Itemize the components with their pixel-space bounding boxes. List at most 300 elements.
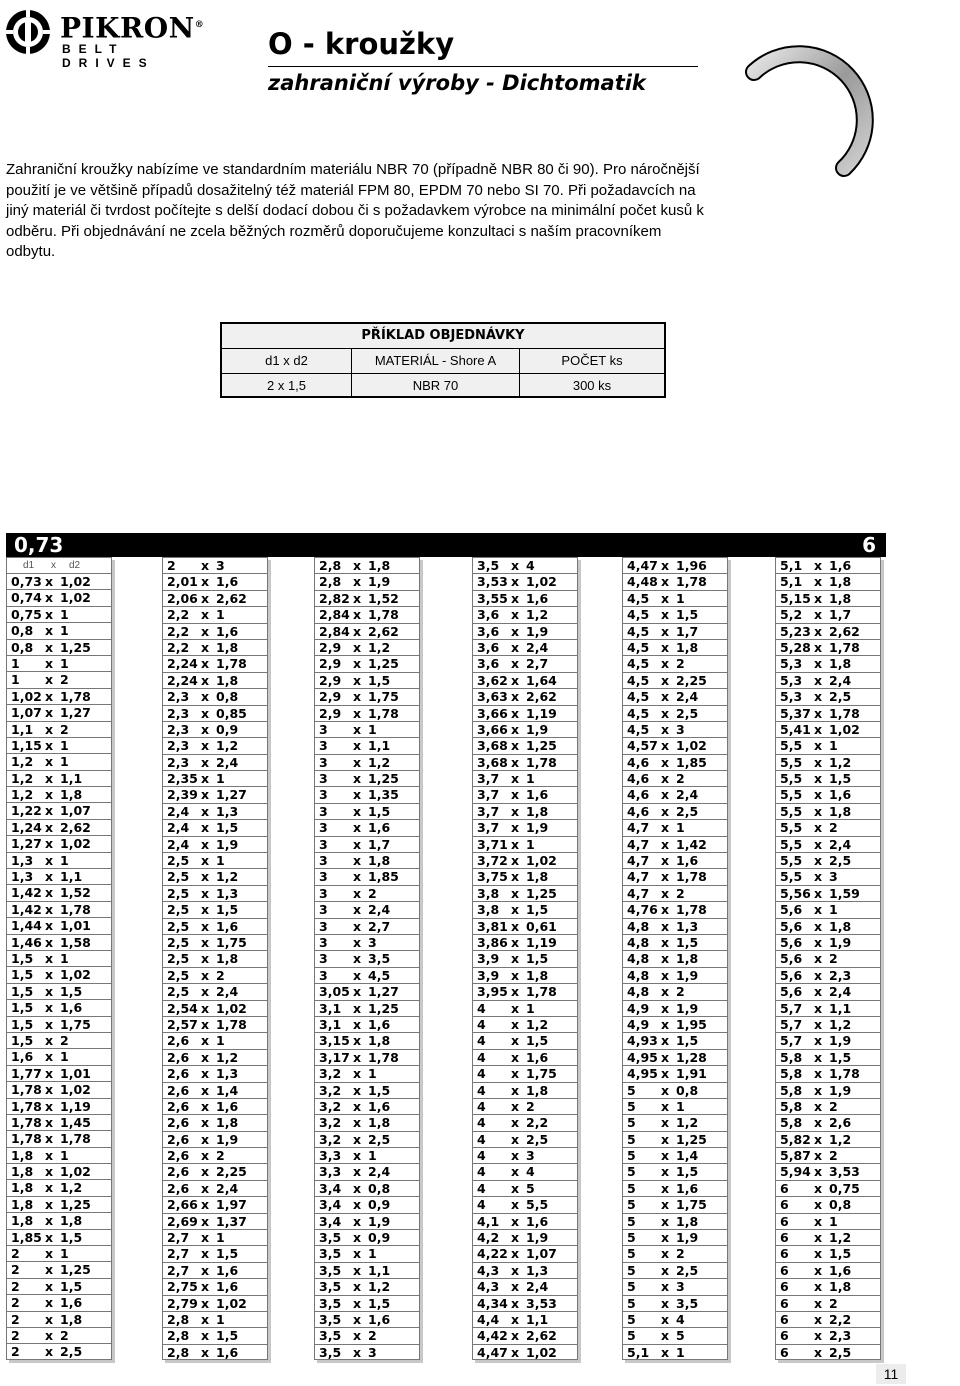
size-row xyxy=(473,1164,577,1180)
size-row xyxy=(623,673,727,689)
cross-section: 2 xyxy=(368,1328,377,1344)
size-row xyxy=(315,1099,419,1115)
size-row xyxy=(315,1230,419,1246)
cross-section: 1,9 xyxy=(676,1230,699,1246)
cross-section: 1,02 xyxy=(526,1344,557,1360)
size-row xyxy=(776,624,880,640)
inner-diameter: 2,2 xyxy=(167,607,190,623)
times-sign: x xyxy=(201,918,210,934)
cross-section: 1,42 xyxy=(676,836,707,852)
cross-section: 1,5 xyxy=(676,607,699,623)
size-row xyxy=(623,951,727,967)
inner-diameter: 1,2 xyxy=(11,770,34,786)
times-sign: x xyxy=(511,934,520,950)
inner-diameter: 3,95 xyxy=(477,984,508,1000)
size-row xyxy=(776,640,880,656)
cross-section: 1,02 xyxy=(60,1164,91,1180)
cross-section: 1 xyxy=(829,902,838,918)
inner-diameter: 2,84 xyxy=(319,607,350,623)
times-sign: x xyxy=(661,1164,670,1180)
cross-section: 1,25 xyxy=(60,1262,91,1278)
cross-section: 1,02 xyxy=(60,836,91,852)
cross-section: 1 xyxy=(60,737,69,753)
size-row xyxy=(315,984,419,1000)
cross-section: 1,8 xyxy=(526,803,549,819)
cross-section: 1,01 xyxy=(60,1065,91,1081)
times-sign: x xyxy=(201,1344,210,1360)
cross-section: 1,52 xyxy=(368,590,399,606)
inner-diameter: 5,3 xyxy=(780,689,803,705)
cross-section: 2,4 xyxy=(676,689,699,705)
size-row xyxy=(776,771,880,787)
size-row xyxy=(623,1345,727,1361)
inner-diameter: 5,3 xyxy=(780,672,803,688)
inner-diameter: 4,9 xyxy=(627,1000,650,1016)
size-row xyxy=(623,771,727,787)
times-sign: x xyxy=(45,1327,54,1343)
cross-section: 2 xyxy=(676,885,685,901)
size-row xyxy=(7,803,111,819)
cross-section: 3,53 xyxy=(829,1164,860,1180)
size-row xyxy=(7,754,111,770)
cross-section: 1,25 xyxy=(60,639,91,655)
inner-diameter: 1,78 xyxy=(11,1098,42,1114)
cross-section: 1,28 xyxy=(676,1049,707,1065)
times-sign: x xyxy=(814,639,823,655)
size-row xyxy=(315,591,419,607)
cross-section: 1,75 xyxy=(526,1066,557,1082)
size-row xyxy=(473,574,577,590)
size-row xyxy=(623,1279,727,1295)
times-sign: x xyxy=(201,558,210,573)
times-sign: x xyxy=(201,967,210,983)
inner-diameter: 5,7 xyxy=(780,1033,803,1049)
cross-section: 1,78 xyxy=(368,607,399,623)
cross-section: 1,27 xyxy=(60,705,91,721)
cross-section: 2,4 xyxy=(368,902,391,918)
times-sign: x xyxy=(661,1311,670,1327)
size-row xyxy=(473,591,577,607)
size-row xyxy=(7,1180,111,1196)
size-row xyxy=(315,1033,419,1049)
times-sign: x xyxy=(201,721,210,737)
times-sign: x xyxy=(814,590,823,606)
inner-diameter: 5,5 xyxy=(780,738,803,754)
size-row xyxy=(473,1214,577,1230)
inner-diameter: 5,8 xyxy=(780,1082,803,1098)
times-sign: x xyxy=(661,934,670,950)
size-row xyxy=(315,1263,419,1279)
page-number: 11 xyxy=(876,1364,906,1384)
times-sign: x xyxy=(511,1049,520,1065)
times-sign: x xyxy=(511,623,520,639)
size-row xyxy=(315,689,419,705)
size-row xyxy=(473,869,577,885)
column-header-d1: d1 xyxy=(23,560,35,571)
times-sign: x xyxy=(353,853,362,869)
inner-diameter: 3,2 xyxy=(319,1115,342,1131)
times-sign: x xyxy=(353,803,362,819)
cross-section: 1,8 xyxy=(676,639,699,655)
cross-section: 1,9 xyxy=(368,1213,391,1229)
inner-diameter: 3,68 xyxy=(477,738,508,754)
times-sign: x xyxy=(201,656,210,672)
inner-diameter: 4,3 xyxy=(477,1262,500,1278)
cross-section: 1,25 xyxy=(526,738,557,754)
cross-section: 1,1 xyxy=(526,1311,549,1327)
times-sign: x xyxy=(511,1098,520,1114)
cross-section: 1,2 xyxy=(368,1279,391,1295)
times-sign: x xyxy=(814,1311,823,1327)
inner-diameter: 4,8 xyxy=(627,984,650,1000)
inner-diameter: 2,6 xyxy=(167,1164,190,1180)
inner-diameter: 5,5 xyxy=(780,787,803,803)
size-row xyxy=(7,1262,111,1278)
cross-section: 1,5 xyxy=(368,1082,391,1098)
inner-diameter: 2 xyxy=(167,558,176,573)
cross-section: 2,62 xyxy=(526,1328,557,1344)
times-sign: x xyxy=(814,1033,823,1049)
times-sign: x xyxy=(661,1131,670,1147)
inner-diameter: 4 xyxy=(477,1115,486,1131)
times-sign: x xyxy=(201,1279,210,1295)
cross-section: 1,2 xyxy=(829,1131,852,1147)
times-sign: x xyxy=(353,1344,362,1360)
size-row xyxy=(623,624,727,640)
size-row xyxy=(163,820,267,836)
cross-section: 1 xyxy=(60,754,69,770)
size-row xyxy=(623,984,727,1000)
size-row xyxy=(776,1263,880,1279)
inner-diameter: 4,34 xyxy=(477,1295,508,1311)
inner-diameter: 4,5 xyxy=(627,672,650,688)
times-sign: x xyxy=(511,1279,520,1295)
size-row xyxy=(163,738,267,754)
cross-section: 1,5 xyxy=(368,803,391,819)
inner-diameter: 5,5 xyxy=(780,853,803,869)
size-row xyxy=(315,951,419,967)
size-row xyxy=(623,738,727,754)
times-sign: x xyxy=(814,689,823,705)
size-row xyxy=(623,820,727,836)
range-start: 0,73 xyxy=(14,533,64,557)
inner-diameter: 4 xyxy=(477,1180,486,1196)
cross-section: 1,8 xyxy=(216,1115,239,1131)
size-row xyxy=(473,624,577,640)
cross-section: 1,78 xyxy=(60,688,91,704)
inner-diameter: 1,42 xyxy=(11,901,42,917)
range-end: 6 xyxy=(862,533,876,557)
cross-section: 2,25 xyxy=(676,672,707,688)
inner-diameter: 3,5 xyxy=(319,1246,342,1262)
inner-diameter: 2,3 xyxy=(167,705,190,721)
o-ring-illustration-icon xyxy=(734,2,894,182)
cross-section: 2 xyxy=(829,1148,838,1164)
inner-diameter: 2,9 xyxy=(319,705,342,721)
inner-diameter: 4,42 xyxy=(477,1328,508,1344)
inner-diameter: 3,3 xyxy=(319,1148,342,1164)
cross-section: 1,1 xyxy=(368,1262,391,1278)
cross-section: 1,6 xyxy=(60,1000,83,1016)
times-sign: x xyxy=(661,639,670,655)
inner-diameter: 3,62 xyxy=(477,672,508,688)
size-row xyxy=(776,886,880,902)
size-row xyxy=(315,968,419,984)
inner-diameter: 3 xyxy=(319,934,328,950)
inner-diameter: 2,8 xyxy=(319,558,342,573)
cross-section: 1,6 xyxy=(216,574,239,590)
times-sign: x xyxy=(45,1295,54,1311)
inner-diameter: 4,9 xyxy=(627,1016,650,1032)
times-sign: x xyxy=(353,607,362,623)
times-sign: x xyxy=(814,607,823,623)
size-row xyxy=(163,591,267,607)
size-row xyxy=(7,656,111,672)
size-row xyxy=(315,1017,419,1033)
times-sign: x xyxy=(201,705,210,721)
cross-section: 1,75 xyxy=(216,934,247,950)
size-row xyxy=(776,755,880,771)
inner-diameter: 2,6 xyxy=(167,1082,190,1098)
times-sign: x xyxy=(511,590,520,606)
inner-diameter: 5 xyxy=(627,1148,636,1164)
cross-section: 1,5 xyxy=(829,771,852,787)
size-row xyxy=(7,853,111,869)
size-row xyxy=(315,935,419,951)
size-row xyxy=(473,1115,577,1131)
size-row xyxy=(623,591,727,607)
times-sign: x xyxy=(201,590,210,606)
cross-section: 2 xyxy=(829,1295,838,1311)
size-row xyxy=(776,1279,880,1295)
cross-section: 1,3 xyxy=(526,1262,549,1278)
cross-section: 1 xyxy=(60,1246,69,1262)
times-sign: x xyxy=(45,606,54,622)
cross-section: 4 xyxy=(526,558,535,573)
times-sign: x xyxy=(511,853,520,869)
size-row xyxy=(473,673,577,689)
size-row xyxy=(163,1066,267,1082)
inner-diameter: 5,15 xyxy=(780,590,811,606)
times-sign: x xyxy=(45,787,54,803)
times-sign: x xyxy=(45,1213,54,1229)
cross-section: 1,6 xyxy=(526,1213,549,1229)
size-row xyxy=(163,706,267,722)
cross-section: 1 xyxy=(60,1049,69,1065)
cross-section: 1,6 xyxy=(829,787,852,803)
times-sign: x xyxy=(353,1164,362,1180)
cross-section: 1,58 xyxy=(60,934,91,950)
inner-diameter: 2,8 xyxy=(167,1344,190,1360)
times-sign: x xyxy=(45,770,54,786)
times-sign: x xyxy=(201,771,210,787)
size-row xyxy=(163,902,267,918)
cross-section: 1,9 xyxy=(216,836,239,852)
times-sign: x xyxy=(511,574,520,590)
times-sign: x xyxy=(353,1213,362,1229)
cross-section: 1,9 xyxy=(829,1082,852,1098)
inner-diameter: 4,5 xyxy=(627,623,650,639)
size-row xyxy=(163,722,267,738)
size-row xyxy=(7,1000,111,1016)
cross-section: 1,8 xyxy=(526,1082,549,1098)
size-row xyxy=(163,984,267,1000)
inner-diameter: 5,6 xyxy=(780,902,803,918)
size-row xyxy=(315,1181,419,1197)
times-sign: x xyxy=(661,951,670,967)
inner-diameter: 3 xyxy=(319,771,328,787)
cross-section: 1,2 xyxy=(526,1016,549,1032)
inner-diameter: 5,3 xyxy=(780,656,803,672)
cross-section: 3 xyxy=(216,558,225,573)
times-sign: x xyxy=(45,901,54,917)
cross-section: 1,75 xyxy=(60,1016,91,1032)
inner-diameter: 2,06 xyxy=(167,590,198,606)
times-sign: x xyxy=(814,1295,823,1311)
inner-diameter: 5 xyxy=(627,1164,636,1180)
times-sign: x xyxy=(201,1246,210,1262)
times-sign: x xyxy=(353,1328,362,1344)
cross-section: 0,61 xyxy=(526,918,557,934)
times-sign: x xyxy=(45,983,54,999)
cross-section: 2,5 xyxy=(676,705,699,721)
times-sign: x xyxy=(511,1082,520,1098)
inner-diameter: 3,2 xyxy=(319,1082,342,1098)
size-column-3 xyxy=(314,557,420,1360)
size-row xyxy=(315,624,419,640)
column-header-x: x xyxy=(51,560,56,571)
size-row xyxy=(315,673,419,689)
cross-section: 1,25 xyxy=(368,771,399,787)
times-sign: x xyxy=(661,984,670,1000)
times-sign: x xyxy=(814,1082,823,1098)
cross-section: 1,27 xyxy=(216,787,247,803)
size-row xyxy=(776,869,880,885)
times-sign: x xyxy=(814,1131,823,1147)
inner-diameter: 2,57 xyxy=(167,1016,198,1032)
times-sign: x xyxy=(661,656,670,672)
times-sign: x xyxy=(511,918,520,934)
inner-diameter: 1,5 xyxy=(11,1016,34,1032)
cross-section: 1,78 xyxy=(829,705,860,721)
size-row xyxy=(315,1066,419,1082)
cross-section: 2 xyxy=(60,672,69,688)
times-sign: x xyxy=(661,1148,670,1164)
size-column-6 xyxy=(775,557,881,1360)
page-title: O - kroužky xyxy=(268,27,455,61)
size-row xyxy=(7,918,111,934)
inner-diameter: 1,78 xyxy=(11,1131,42,1147)
size-row xyxy=(7,836,111,852)
inner-diameter: 3,7 xyxy=(477,771,500,787)
times-sign: x xyxy=(45,639,54,655)
times-sign: x xyxy=(814,885,823,901)
cross-section: 1,9 xyxy=(216,1131,239,1147)
size-row xyxy=(7,1148,111,1164)
size-row xyxy=(7,607,111,623)
times-sign: x xyxy=(661,1082,670,1098)
inner-diameter: 6 xyxy=(780,1295,789,1311)
cross-section: 1,64 xyxy=(526,672,557,688)
size-row xyxy=(7,1279,111,1295)
inner-diameter: 3,6 xyxy=(477,656,500,672)
times-sign: x xyxy=(45,967,54,983)
cross-section: 1,27 xyxy=(368,984,399,1000)
inner-diameter: 4,47 xyxy=(477,1344,508,1360)
size-row xyxy=(776,1132,880,1148)
inner-diameter: 3,2 xyxy=(319,1131,342,1147)
cross-section: 1,19 xyxy=(526,934,557,950)
inner-diameter: 2 xyxy=(11,1344,20,1360)
times-sign: x xyxy=(201,1016,210,1032)
cross-section: 1,5 xyxy=(526,1033,549,1049)
cross-section: 3,5 xyxy=(676,1295,699,1311)
size-row xyxy=(776,1230,880,1246)
times-sign: x xyxy=(511,689,520,705)
cross-section: 1,78 xyxy=(368,705,399,721)
order-header-material: MATERIÁL - Shore A xyxy=(352,349,520,374)
inner-diameter: 1,8 xyxy=(11,1213,34,1229)
times-sign: x xyxy=(201,1180,210,1196)
inner-diameter: 5,7 xyxy=(780,1000,803,1016)
inner-diameter: 1,5 xyxy=(11,967,34,983)
size-row xyxy=(163,673,267,689)
inner-diameter: 3,9 xyxy=(477,967,500,983)
cross-section: 1,8 xyxy=(829,656,852,672)
inner-diameter: 2,6 xyxy=(167,1049,190,1065)
inner-diameter: 4,2 xyxy=(477,1230,500,1246)
size-row xyxy=(473,951,577,967)
size-row xyxy=(163,1279,267,1295)
size-row xyxy=(473,1328,577,1344)
size-row xyxy=(776,1197,880,1213)
cross-section: 1,1 xyxy=(368,738,391,754)
size-row xyxy=(473,902,577,918)
times-sign: x xyxy=(353,590,362,606)
cross-section: 1,5 xyxy=(526,951,549,967)
size-row xyxy=(7,885,111,901)
times-sign: x xyxy=(511,1180,520,1196)
cross-section: 1,6 xyxy=(216,1344,239,1360)
cross-section: 1,78 xyxy=(216,1016,247,1032)
times-sign: x xyxy=(511,1131,520,1147)
size-range-bar xyxy=(6,533,886,557)
inner-diameter: 0,75 xyxy=(11,606,42,622)
cross-section: 2,7 xyxy=(368,918,391,934)
size-row xyxy=(163,640,267,656)
size-row xyxy=(163,558,267,574)
times-sign: x xyxy=(511,902,520,918)
cross-section: 1 xyxy=(60,1147,69,1163)
size-row xyxy=(776,820,880,836)
inner-diameter: 2,6 xyxy=(167,1148,190,1164)
times-sign: x xyxy=(45,836,54,852)
cross-section: 2,3 xyxy=(829,1328,852,1344)
times-sign: x xyxy=(201,623,210,639)
cross-section: 1 xyxy=(60,852,69,868)
times-sign: x xyxy=(814,984,823,1000)
size-row xyxy=(473,607,577,623)
size-row xyxy=(315,1115,419,1131)
cross-section: 3,5 xyxy=(368,951,391,967)
cross-section: 1,8 xyxy=(829,590,852,606)
cross-section: 1,9 xyxy=(368,574,391,590)
cross-section: 1,6 xyxy=(216,1279,239,1295)
times-sign: x xyxy=(201,1148,210,1164)
cross-section: 2 xyxy=(829,1098,838,1114)
cross-section: 2,6 xyxy=(829,1115,852,1131)
size-column-5 xyxy=(622,557,728,1360)
